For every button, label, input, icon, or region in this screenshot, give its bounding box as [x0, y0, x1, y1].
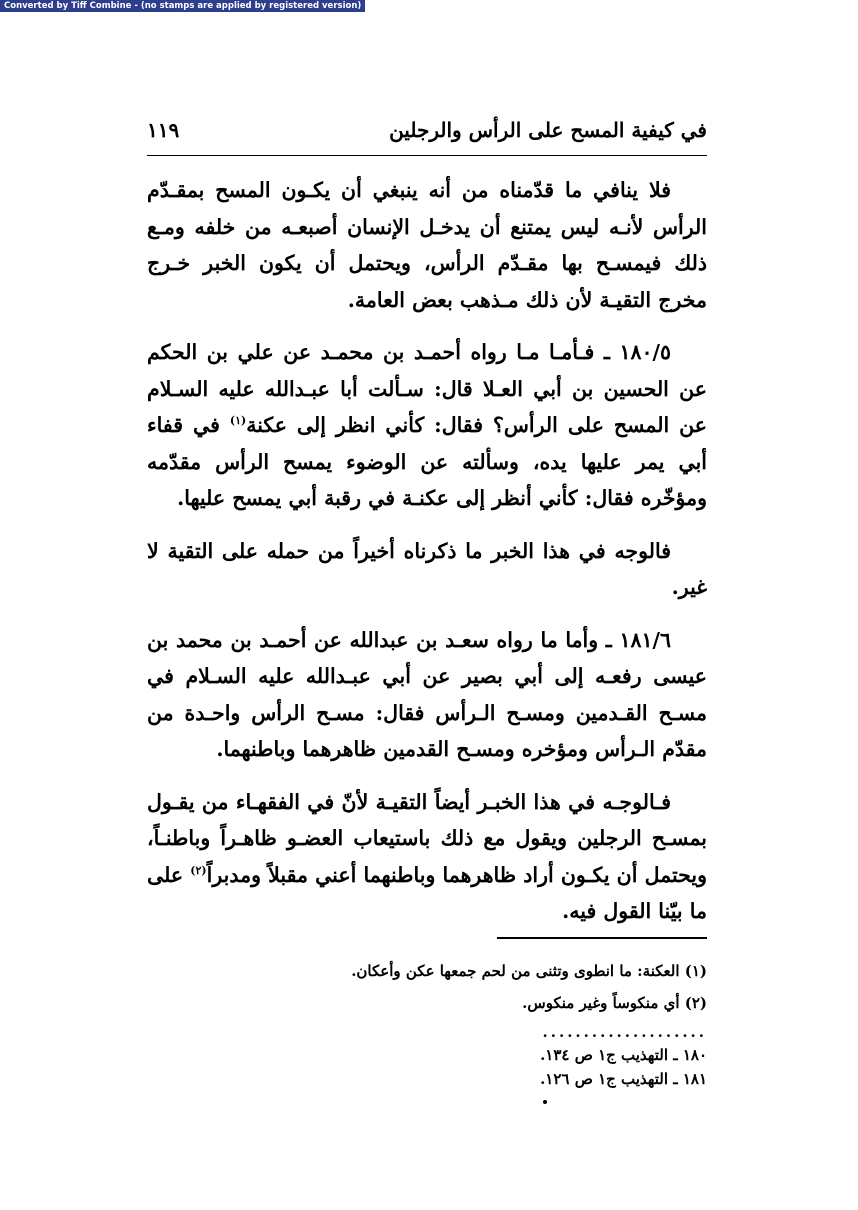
- paragraph-1: فلا ينافي ما قدّمناه من أنه ينبغي أن يكـون المسح بمقـدّم الرأس لأنـه ليس يمتنع أن يدخـل الإنسان أصبعـه من خلفه ومـع ذلك فيمسـح بها مقـدّم الرأس، ويحتمل أن يكون الخبر خـرج مخرج التقيـة لأن ذلك مـذهب بعض العامة.: [147, 178, 707, 312]
- page-number: ١١٩: [147, 118, 180, 142]
- paragraph-5-start: فـالوجـه في هذا الخبـر أيضاً التقيـة لأنّ في الفقهـاء من يقـول بمسـح الرجلين ويقول مع ذلك باستيعاب العضـو ظاهـراً وباطنـاً، ويحتمل أن يكـون أراد ظاهرهما وباطنهما أعني مقبلاً ومدبراً: [147, 789, 707, 887]
- source-ref-181: ١٨١ ـ التهذيب ج١ ص ١٢٦.: [540, 1070, 707, 1088]
- dotted-separator: ....................: [542, 1023, 707, 1041]
- main-text: [147, 172, 707, 946]
- footnote-ref-2: (٢): [190, 863, 207, 877]
- footnote-ref-1: (١): [229, 414, 247, 428]
- source-ref-180: ١٨٠ ـ التهذيب ج١ ص ١٣٤.: [540, 1046, 707, 1064]
- paragraph-hadith-180: [147, 334, 707, 517]
- paragraph-5: [147, 784, 707, 930]
- footnote-1: (١) العكنة: ما انطوى وتثنى من لحم جمعها عكن وأعكان.: [351, 962, 707, 980]
- paragraph-5-end: على ما بيّنا القول فيه.: [147, 862, 707, 923]
- paragraph-3: فالوجه في هذا الخبر ما ذكرناه أخيراً من حمله على التقية لا غير.: [147, 538, 707, 599]
- footnotes: [300, 955, 707, 1091]
- paragraph-2-start: ١٨٠/٥ ـ فـأمـا مـا رواه أحمـد بن محمـد عن علي بن الحكم عن الحسين بن أبي العـلا قال: سـألت أبا عبـدالله عليه السـلام عن المسح على الرأس؟ فقال: كأني انظر إلى عكنة: [147, 340, 708, 437]
- running-title: في كيفية المسح على الرأس والرجلين: [389, 118, 707, 142]
- stray-mark: [543, 1100, 547, 1104]
- paragraph-2-end: في قفاء أبي يمر عليها يده، وسألته عن الوضوء يمسح الرأس مقدّمه ومؤخّره فقال: كأني أنظر إلى عكنـة في رقبة أبي يمسح عليها.: [147, 413, 707, 510]
- paragraph-hadith-181: ١٨١/٦ ـ وأما ما رواه سعـد بن عبدالله عن أحمـد بن محمد بن عيسى رفعـه إلى أبي بصير عن أبي عبـدالله عليه السـلام في مسـح القـدمين ومسـح الـرأس فقال: مسـح الرأس واحـدة من مقدّم الـرأس ومؤخره ومسـح القدمين ظاهرهما وباطنهما.: [147, 627, 707, 761]
- page-header: [147, 118, 707, 148]
- footnote-2: (٢) أي منكوساً وغير منكوس.: [522, 994, 707, 1012]
- converter-banner: Converted by Tiff Combine - (no stamps are applied by registered version): [0, 0, 365, 12]
- header-divider: [147, 155, 707, 156]
- footnote-divider: [497, 937, 707, 939]
